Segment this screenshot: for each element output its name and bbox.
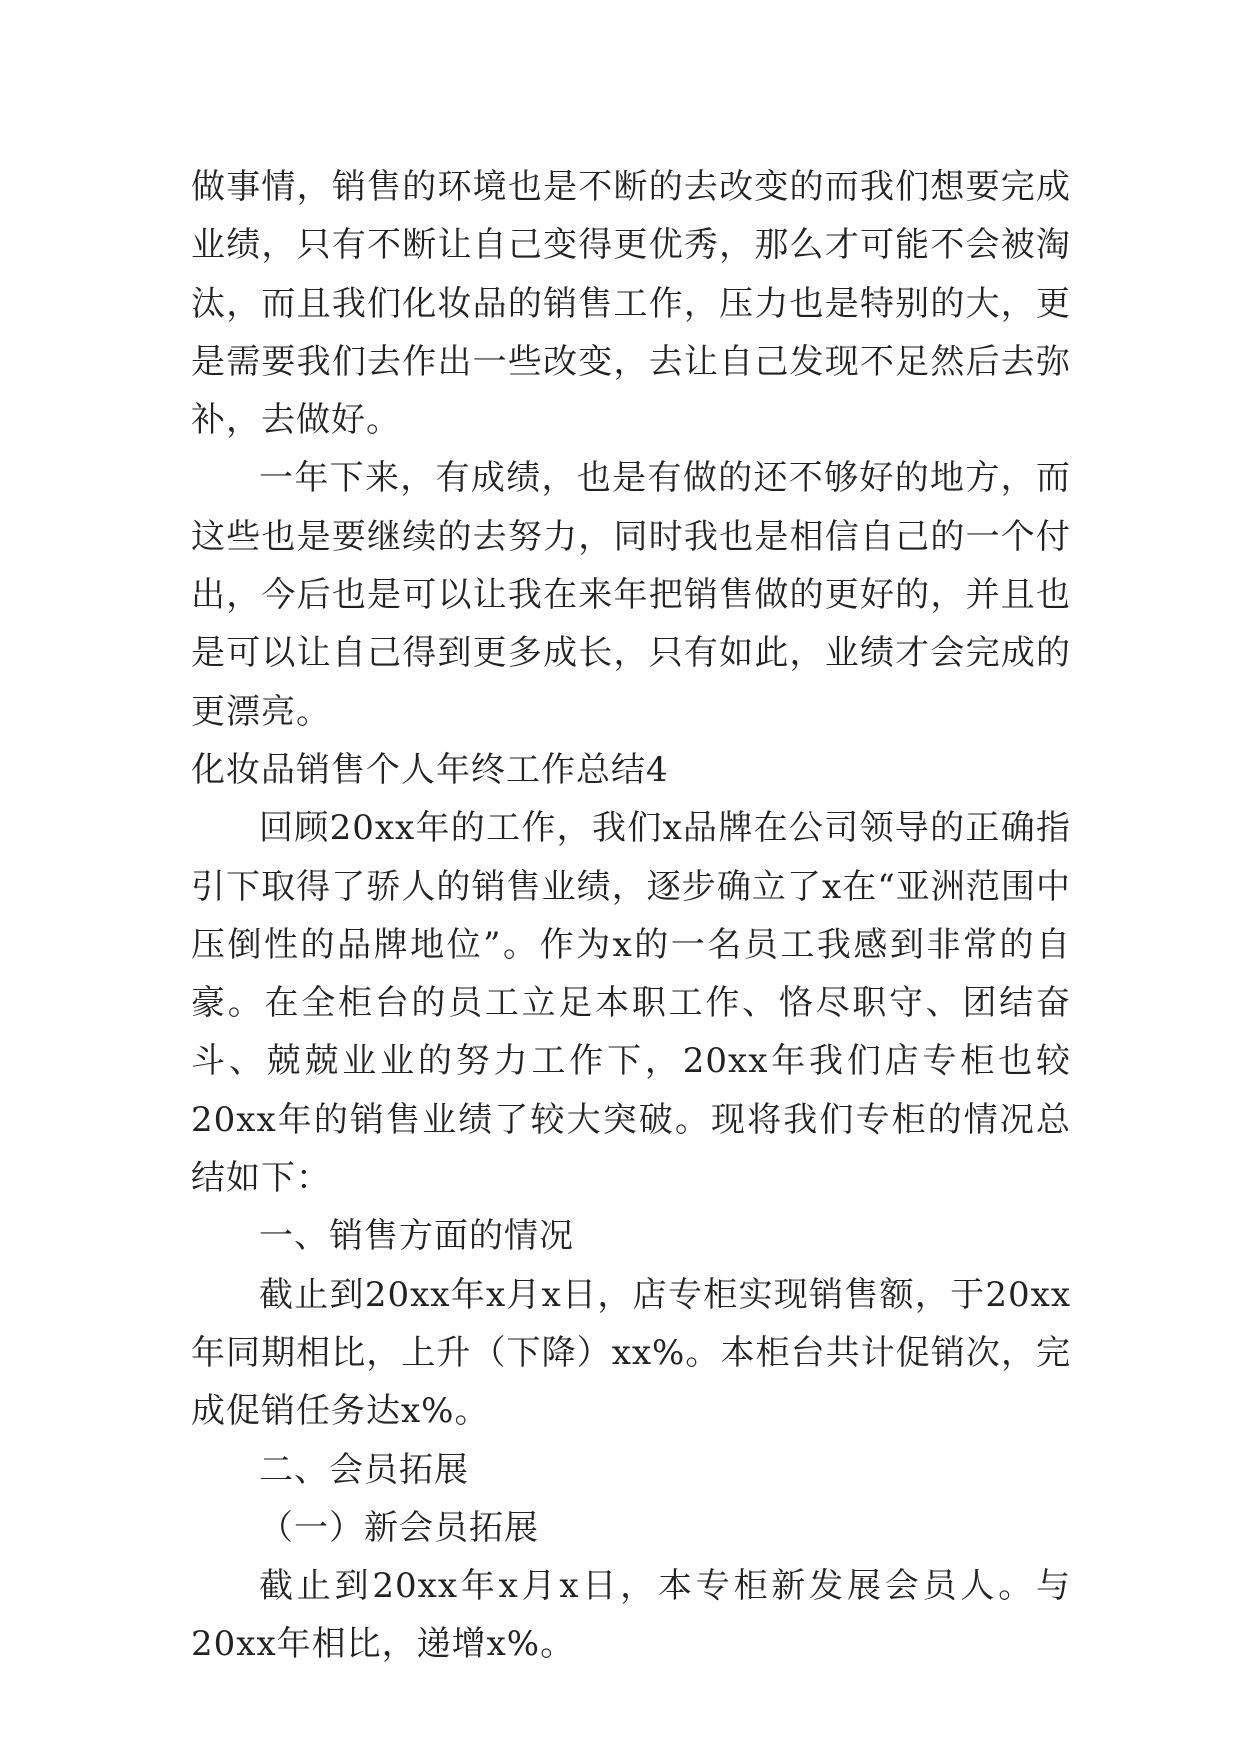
subsection-heading-new-members: （一）新会员拓展 (259, 1507, 539, 1548)
document-title: 化妆品销售个人年终工作总结4 (191, 749, 669, 790)
paragraph-1: 做事情，销售的环境也是不断的去改变的而我们想要完成业绩，只有不断让自己变得更优秀，那么才可能不会被淘汰，而且我们化妆品的销售工作，压力也是特别的大，更是需要我们去作出一些改变，去让自己发现不足然后去弥补，去做好。 (191, 167, 1071, 441)
section-heading-sales: 一、销售方面的情况 (259, 1216, 574, 1257)
paragraph-3: 回顾20xx年的工作，我们x品牌在公司领导的正确指引下取得了骄人的销售业绩，逐步确立了x在“亚洲范围中压倒性的品牌地位”。作为x的一名员工我感到非常的自豪。在全柜台的员工立足本职工作、恪尽职守、团结奋斗、兢兢业业的努力工作下，20xx年我们店专柜也较20xx年的销售业绩了较大突破。现将我们专柜的情况总结如下： (191, 808, 1071, 1199)
section-heading-members: 二、会员拓展 (259, 1449, 469, 1490)
paragraph-4: 截止到20xx年x月x日，店专柜实现销售额，于20xx年同期相比，上升（下降）xx%。本柜台共计促销次，完成促销任务达x%。 (191, 1274, 1071, 1432)
document-body (191, 158, 1071, 1674)
paragraph-5: 截止到20xx年x月x日，本专柜新发展会员人。与20xx年相比，递增x%。 (191, 1566, 1071, 1665)
paragraph-2: 一年下来，有成绩，也是有做的还不够好的地方，而这些也是要继续的去努力，同时我也是相信自己的一个付出，今后也是可以让我在来年把销售做的更好的，并且也是可以让自己得到更多成长，只有如此，业绩才会完成的更漂亮。 (191, 458, 1071, 732)
